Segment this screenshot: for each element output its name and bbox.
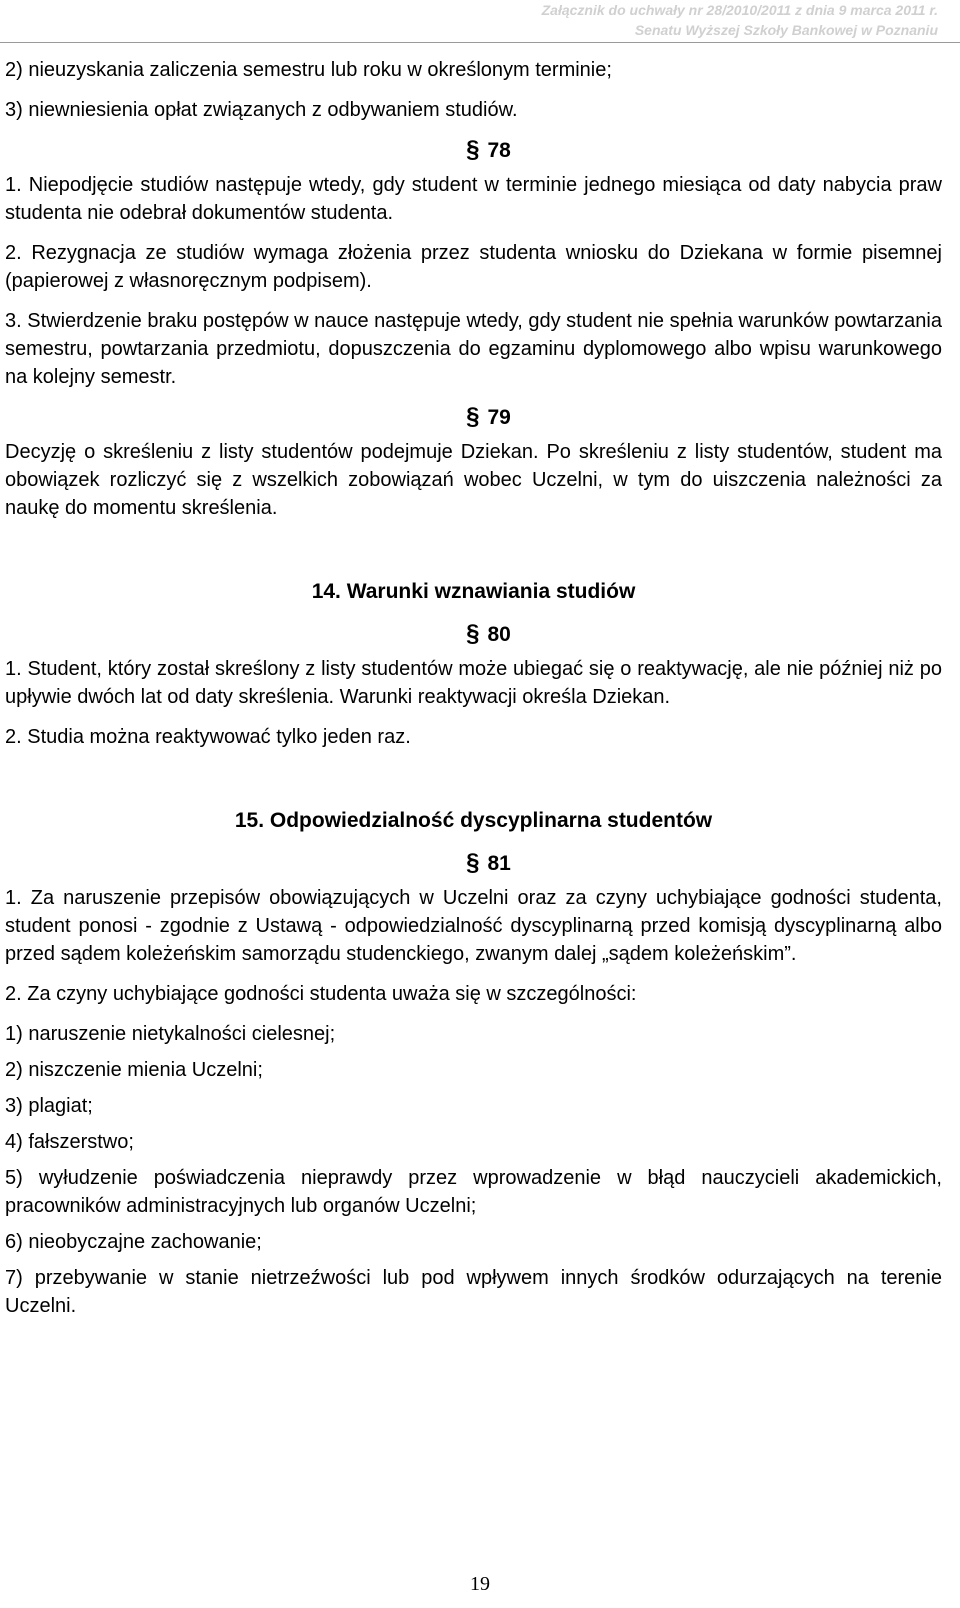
paragraph-text: 2. Rezygnacja ze studiów wymaga złożenia przez studenta wniosku do Dziekana w formie pisemnej (papierowej z własnoręcznym podpisem). [5, 242, 942, 292]
document-header [542, 0, 938, 40]
paragraph-text: 3. Stwierdzenie braku postępów w nauce następuje wtedy, gdy student nie spełnia warunków powtarzania semestru, powtarzania przedmiotu, dopuszczenia do egzaminu dyplomowego albo wpisu warunkowego na kolejny semestr. [5, 310, 942, 388]
list-item: 6) nieobyczajne zachowanie; [5, 1231, 262, 1253]
header-line-2: Senatu Wyższej Szkoły Bankowej w Poznaniu [634, 22, 938, 38]
paragraph-heading-81 [5, 849, 942, 878]
page-number: 19 [470, 1573, 490, 1595]
section-title-14: 14. Warunki wznawiania studiów [311, 580, 636, 603]
list-item: 2) nieuzyskania zaliczenia semestru lub roku w określonym terminie; [5, 59, 612, 81]
spacer [5, 763, 942, 807]
header-line-1: Załącznik do uchwały nr 28/2010/2011 z dnia 9 marca 2011 r. [541, 2, 938, 18]
paragraph-heading-79 [5, 403, 942, 432]
paragraph-text: 1. Niepodjęcie studiów następuje wtedy, gdy student w terminie jednego miesiąca od daty nabycia praw studenta nie odebrał dokumentów studenta. [5, 174, 942, 224]
section-sign-icon: § [466, 136, 480, 163]
section-sign-icon: § [466, 403, 480, 430]
list-item: 5) wyłudzenie poświadczenia nieprawdy przez wprowadzenie w błąd nauczycieli akademickich, pracowników administracyjnych lub organów Uczelni; [5, 1167, 942, 1217]
paragraph-heading-78 [5, 136, 942, 165]
paragraph-number: 81 [487, 852, 511, 875]
paragraph-number: 78 [487, 139, 511, 162]
paragraph-number: 79 [487, 406, 511, 429]
header-divider [0, 42, 960, 43]
section-sign-icon: § [466, 849, 480, 876]
paragraph-text: 2. Za czyny uchybiające godności studenta uważa się w szczególności: [5, 983, 637, 1005]
list-item: 7) przebywanie w stanie nietrzeźwości lub pod wpływem innych środków odurzających na terenie Uczelni. [5, 1267, 942, 1317]
paragraph-text: 1. Za naruszenie przepisów obowiązujących w Uczelni oraz za czyny uchybiające godności studenta, student ponosi - zgodnie z Ustawą - odpowiedzialność dyscyplinarną przed komisją dyscyplinarną albo przed sądem koleżeńskim samorządu studenckiego, zwanym dalej „sądem koleżeńskim”. [5, 887, 942, 965]
list-item: 4) fałszerstwo; [5, 1131, 134, 1153]
paragraph-text: 1. Student, który został skreślony z listy studentów może ubiegać się o reaktywację, ale nie później niż po upływie dwóch lat od daty skreślenia. Warunki reaktywacji określa Dziekan. [5, 658, 942, 708]
section-title-15: 15. Odpowiedzialność dyscyplinarna studentów [234, 809, 713, 832]
paragraph-text: 2. Studia można reaktywować tylko jeden raz. [5, 726, 411, 748]
section-sign-icon: § [466, 620, 480, 647]
spacer [5, 534, 942, 578]
paragraph-number: 80 [487, 623, 511, 646]
list-item: 2) niszczenie mienia Uczelni; [5, 1059, 263, 1081]
list-item: 3) plagiat; [5, 1095, 93, 1117]
list-item: 1) naruszenie nietykalności cielesnej; [5, 1023, 336, 1045]
paragraph-heading-80 [5, 620, 942, 649]
paragraph-text: Decyzję o skreśleniu z listy studentów podejmuje Dziekan. Po skreśleniu z listy studentów, student ma obowiązek rozliczyć się z wszelkich zobowiązań wobec Uczelni, w tym do uiszczenia należności za naukę do momentu skreślenia. [5, 441, 942, 519]
list-item: 3) niewniesienia opłat związanych z odbywaniem studiów. [5, 99, 518, 121]
document-body [5, 56, 942, 1328]
